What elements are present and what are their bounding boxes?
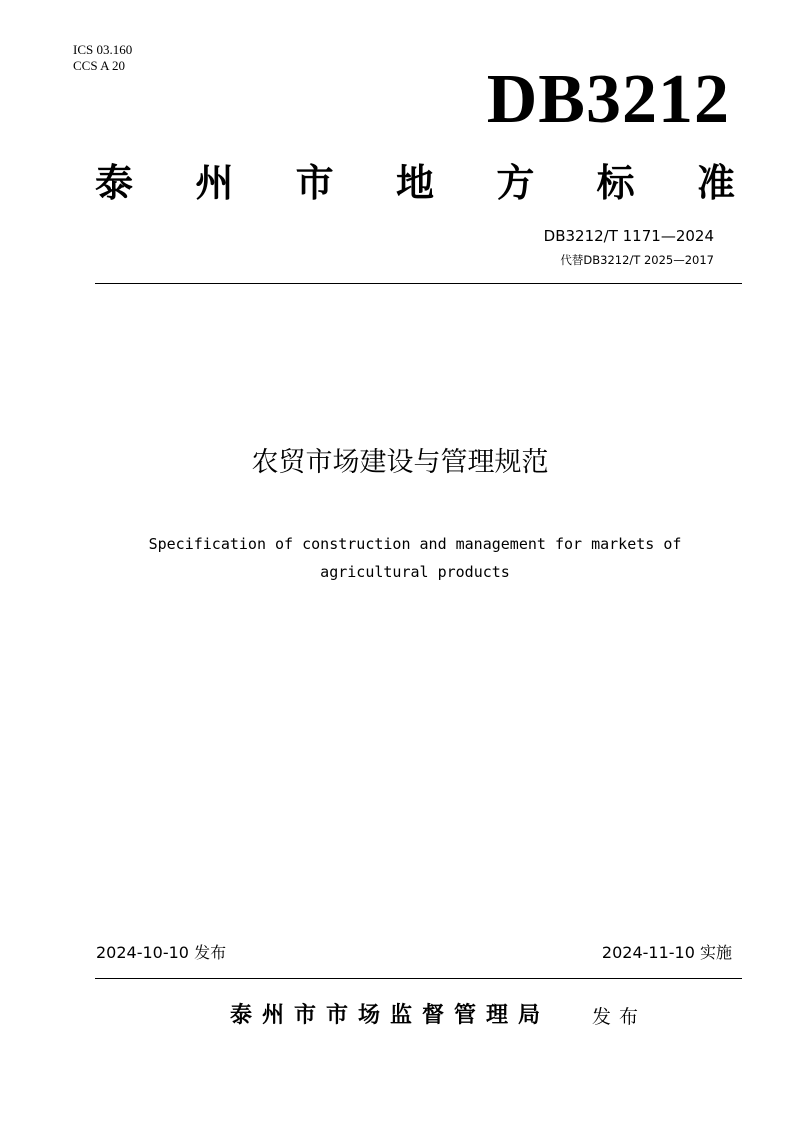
issue-date: 2024-10-10 发布	[96, 943, 227, 962]
english-title: Specification of construction and management for markets of agricultural products	[148, 535, 682, 581]
ics-code: ICS 03.160	[73, 42, 133, 57]
chinese-title: 农贸市场建设与管理规范	[251, 447, 549, 478]
standard-type-char: 泰	[95, 160, 134, 205]
top-divider	[95, 283, 742, 284]
replaced-standard: 代替DB3212/T 2025—2017	[560, 253, 714, 267]
issue-label: 发布	[592, 1006, 647, 1028]
standard-type-char: 市	[295, 160, 334, 205]
standard-type-char: 州	[195, 160, 234, 205]
bottom-divider	[95, 978, 742, 979]
ccs-code: CCS A 20	[73, 58, 126, 73]
effective-date: 2024-11-10 实施	[601, 943, 732, 962]
standard-type-char: 标	[596, 160, 635, 205]
standard-number: DB3212/T 1171—2024	[543, 227, 714, 245]
issuing-authority: 泰州市市场监督管理局	[230, 1002, 551, 1028]
standard-type-heading	[95, 160, 735, 206]
standard-type-char: 地	[395, 160, 434, 205]
classification-codes	[73, 42, 132, 74]
standard-type-char: 方	[496, 160, 535, 205]
standard-type-char: 准	[696, 160, 735, 205]
standard-code: DB3212	[486, 61, 730, 138]
